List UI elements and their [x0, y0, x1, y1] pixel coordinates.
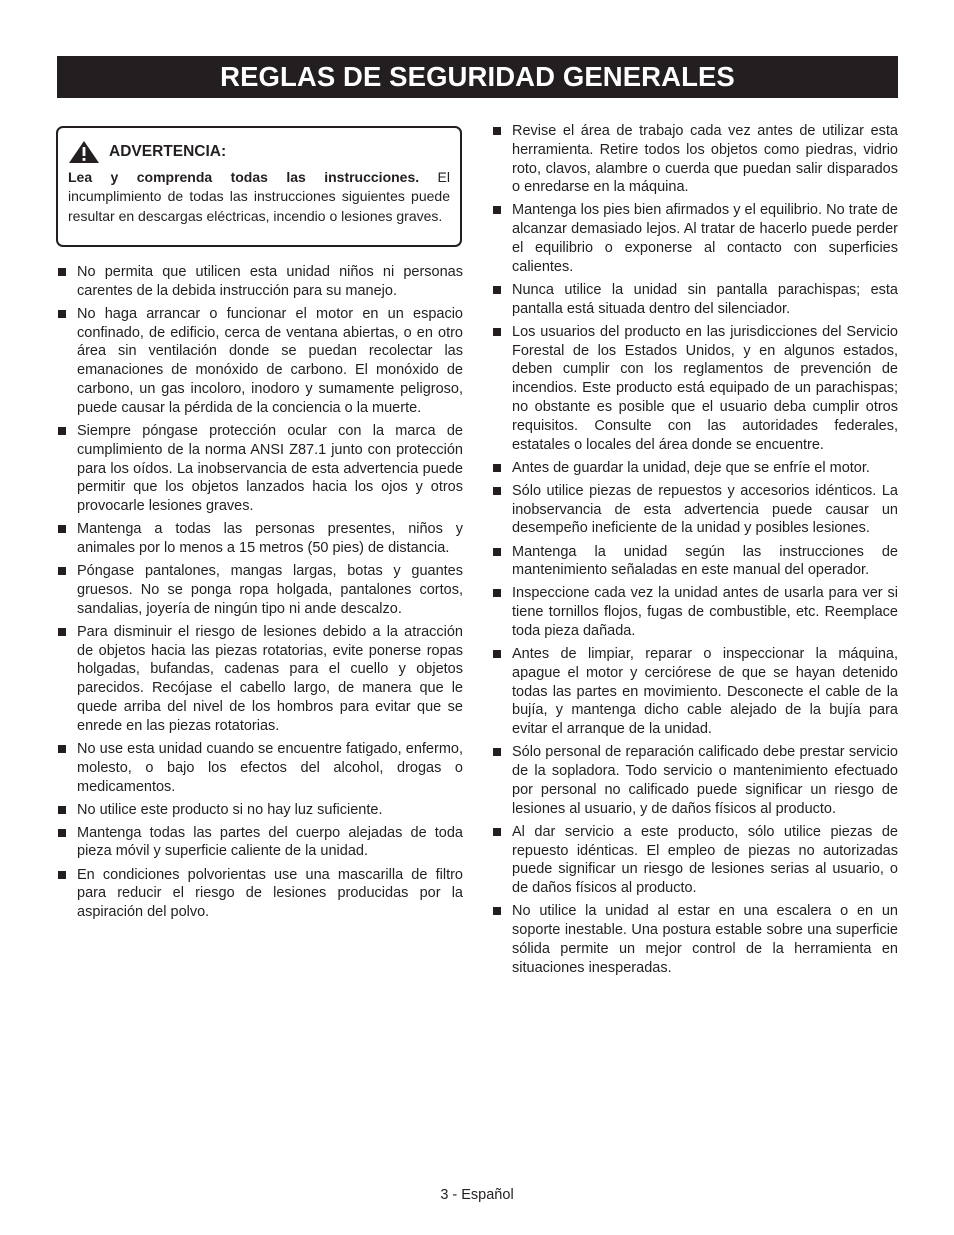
square-bullet-icon [493, 206, 501, 214]
rule-item [492, 743, 898, 818]
rule-item [492, 281, 898, 319]
left-rules-list [57, 263, 463, 922]
rule-text: Antes de guardar la unidad, deje que se enfríe el motor. [512, 459, 870, 476]
warning-body-text: El incumplimiento de todas las instrucciones siguientes puede resultar en descargas eléctricas, incendio o lesiones graves. [68, 169, 450, 224]
rule-text: Al dar servicio a este producto, sólo utilice piezas de repuesto idénticas. El empleo de piezas no autorizadas puede significar un riesgo de lesiones serias al usuario, o de daños físicos al producto. [512, 823, 898, 897]
rule-item [492, 645, 898, 739]
rule-text: Mantenga todas las partes del cuerpo alejadas de toda pieza móvil y superficie caliente de la unidad. [77, 824, 463, 860]
rule-item [57, 422, 463, 516]
rule-text: Sólo personal de reparación calificado debe prestar servicio de la sopladora. Todo servicio o mantenimiento efectuado por personal no calificado puede significar un riesgo de lesiones al usuario, y de daños físicos al producto. [512, 744, 898, 817]
rule-text: No use esta unidad cuando se encuentre fatigado, enfermo, molesto, o bajo los efectos del alcohol, drogas o medicamentos. [77, 740, 463, 795]
rule-text: Revise el área de trabajo cada vez antes de utilizar esta herramienta. Retire todos los objetos como piedras, vidrio roto, clavos, alambre o cuerda que puedan salir disparados o enredarse en la máquina. [512, 123, 898, 196]
rule-text: Sólo utilice piezas de repuestos y accesorios idénticos. La inobservancia de esta advertencia puede causar un desempeño ineficiente de la unidad y posibles lesiones. [512, 482, 898, 537]
square-bullet-icon [58, 806, 66, 814]
square-bullet-icon [493, 127, 501, 135]
square-bullet-icon [493, 650, 501, 658]
square-bullet-icon [493, 589, 501, 597]
rule-item [57, 305, 463, 418]
rule-text: Póngase pantalones, mangas largas, botas y guantes gruesos. No se ponga ropa holgada, pantalones cortos, sandalias, joyería de ningún tipo ni ande descalzo. [77, 563, 463, 617]
title-bar [57, 56, 898, 98]
square-bullet-icon [493, 748, 501, 756]
rule-text: No haga arrancar o funcionar el motor en un espacio confinado, de edificio, cerca de ventana abiertas, o en otro área sin ventilación donde se puedan recolectar las emanaciones de monóxido de carbono. El monóxido de carbono, un gas incoloro, inodoro y sumamente peligroso, puede causar la pérdida de la conciencia o la muerte. [77, 305, 463, 416]
left-column [57, 263, 463, 926]
rule-item [492, 584, 898, 640]
rule-text: Antes de limpiar, reparar o inspeccionar la máquina, apague el motor y cerciórese de que se hayan detenido todas las partes en movimiento. Desconecte el cable de la bujía, y mantenga dicho cable alejado de la bujía para evitar el arranque de la unidad. [512, 646, 898, 738]
square-bullet-icon [58, 628, 66, 636]
rule-text: No utilice la unidad al estar en una escalera o en un soporte inestable. Una postura estable sobre una superficie sólida permite un mejor control de la herramienta en situaciones inesperadas. [512, 903, 898, 976]
square-bullet-icon [493, 487, 501, 495]
rule-text: No permita que utilicen esta unidad niños ni personas carentes de la debida instrucción para su manejo. [77, 264, 463, 299]
rule-item [492, 201, 898, 276]
rule-item [57, 824, 463, 862]
rule-item [492, 902, 898, 977]
square-bullet-icon [493, 328, 501, 336]
rule-item [492, 543, 898, 581]
right-column [492, 122, 898, 982]
rule-text: Inspeccione cada vez la unidad antes de usarla para ver si tiene tornillos flojos, fugas de combustible, etc. Reemplace toda pieza dañada. [512, 585, 898, 639]
square-bullet-icon [493, 828, 501, 836]
warning-heading: ADVERTENCIA: [109, 143, 227, 160]
rule-item [492, 482, 898, 538]
square-bullet-icon [58, 871, 66, 879]
rule-item [492, 823, 898, 898]
square-bullet-icon [58, 745, 66, 753]
square-bullet-icon [58, 567, 66, 575]
rule-item [57, 562, 463, 618]
square-bullet-icon [58, 427, 66, 435]
square-bullet-icon [58, 310, 66, 318]
rule-text: Para disminuir el riesgo de lesiones debido a la atracción de objetos hacia las piezas rotatorias, evite ponerse ropas holgadas, bufandas, cadenas para el cuello y objetos parecidos. Recójase el cabello largo, de manera que le quede arriba del nivel de los hombros para evitar que se enrede en las piezas rotatorias. [77, 623, 463, 734]
right-rules-list [492, 122, 898, 978]
rule-text: Siempre póngase protección ocular con la marca de cumplimiento de la norma ANSI Z87.1 junto con protección para los oídos. La inobservancia de esta advertencia puede permitir que los objetos lanzados hacia los ojos y otros provocarle lesiones graves. [77, 422, 463, 515]
rule-item [57, 866, 463, 922]
rule-text: Los usuarios del producto en las jurisdicciones del Servicio Forestal de los Estados Unidos, y en algunos estados, deben cumplir con los reglamentos de prevención de incendios. Este producto está equipado de un parachispas; no obstante es posible que el usuario deba cumplir otros requisitos. Consulte con las autoridades federales, estatales o locales del área donde se encuentre. [512, 323, 898, 453]
square-bullet-icon [58, 268, 66, 276]
rule-item [57, 801, 463, 820]
rule-text: Mantenga los pies bien afirmados y el equilibrio. No trate de alcanzar demasiado lejos. Al tratar de hacerlo puede perder el equilibrio o exponerse al contacto con superficies calientes. [512, 202, 898, 275]
rule-text: En condiciones polvorientas use una mascarilla de filtro para reducir el riesgo de lesiones producidas por la aspiración del polvo. [77, 866, 463, 921]
rule-item [492, 459, 898, 478]
warning-triangle-icon [68, 140, 100, 164]
rule-item [57, 520, 463, 558]
rule-item [492, 122, 898, 197]
rule-text: Mantenga la unidad según las instrucciones de mantenimiento señaladas en este manual del operador. [512, 543, 898, 579]
warning-box [56, 126, 462, 247]
square-bullet-icon [58, 525, 66, 533]
warning-bold-text: Lea y comprenda todas las instrucciones. [68, 169, 420, 185]
rule-item [57, 740, 463, 796]
square-bullet-icon [493, 907, 501, 915]
warning-header [68, 140, 450, 164]
square-bullet-icon [493, 286, 501, 294]
square-bullet-icon [493, 548, 501, 556]
rule-text: Nunca utilice la unidad sin pantalla parachispas; esta pantalla está situada dentro del silenciador. [512, 281, 898, 317]
page-footer: 3 - Español [440, 1187, 514, 1203]
rule-item [57, 623, 463, 736]
rule-item [57, 263, 463, 301]
warning-text [68, 168, 450, 226]
rule-text: Mantenga a todas las personas presentes, niños y animales por lo menos a 15 metros (50 pies) de distancia. [77, 521, 463, 557]
rule-item [492, 323, 898, 455]
square-bullet-icon [58, 829, 66, 837]
square-bullet-icon [493, 464, 501, 472]
page-title: REGLAS DE SEGURIDAD GENERALES [220, 61, 735, 92]
rule-text: No utilice este producto si no hay luz suficiente. [77, 801, 383, 818]
